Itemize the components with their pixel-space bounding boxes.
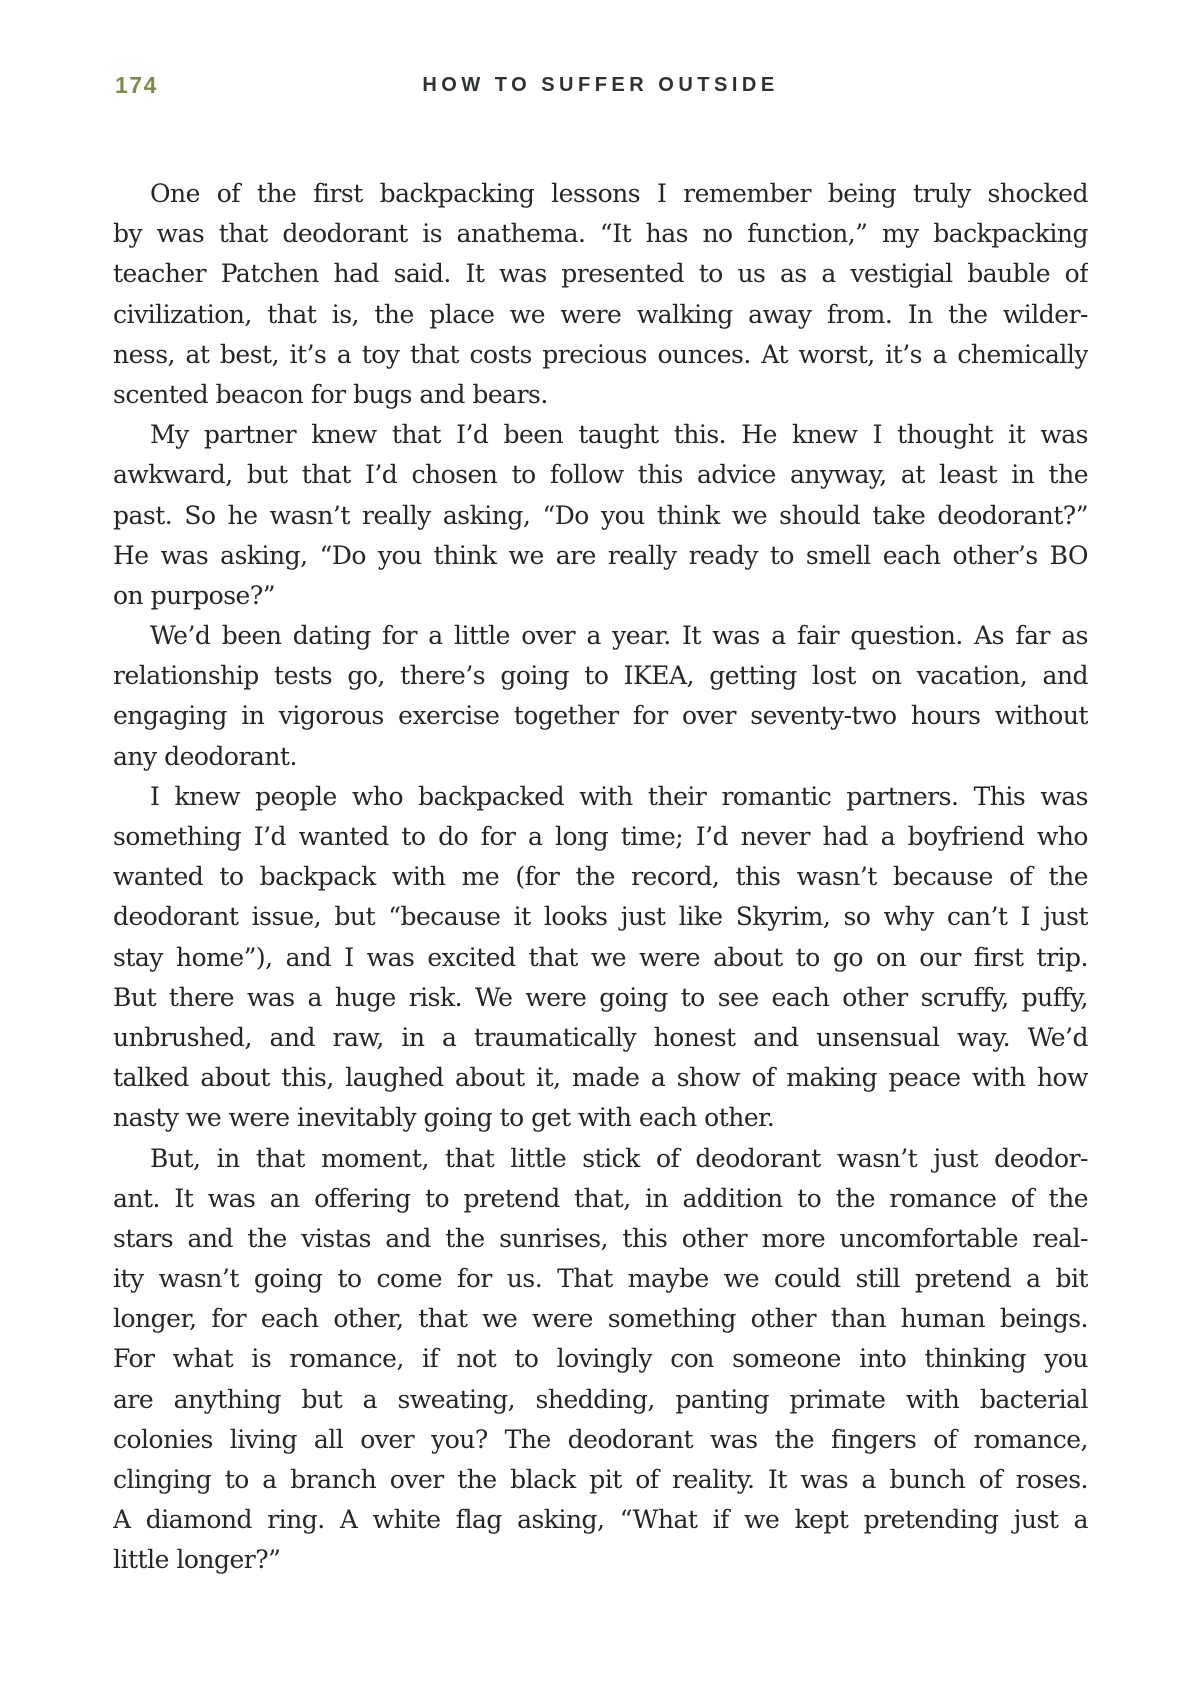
text-line: wanted to backpack with me (for the record, this wasn’t because of the [113,862,1088,892]
text-line: But, in that moment, that little stick of deodorant wasn’t just deodor- [150,1143,1088,1173]
text-line: civilization, that is, the place we were walking away from. In the wilder- [113,299,1088,329]
text-line: awkward, but that I’d chosen to follow this advice anyway, at least in the [113,460,1088,490]
paragraph [113,174,1088,415]
text-line: But there was a huge risk. We were going to see each other scruffy, puffy, [113,982,1088,1012]
text-line: engaging in vigorous exercise together for over seventy-two hours without [113,701,1088,731]
text-line: A diamond ring. A white flag asking, “What if we kept pretending just a [113,1505,1088,1535]
text-line: unbrushed, and raw, in a traumatically honest and unsensual way. We’d [113,1022,1088,1052]
text-line: on purpose?” [113,580,276,610]
text-line: For what is romance, if not to lovingly con someone into thinking you [113,1344,1088,1374]
text-line: any deodorant. [113,741,297,771]
text-line: clinging to a branch over the black pit of reality. It was a bunch of roses. [113,1465,1088,1494]
text-line: teacher Patchen had said. It was presented to us as a vestigial bauble of [113,259,1088,289]
text-line: are anything but a sweating, shedding, panting primate with bacterial [113,1384,1088,1414]
text-line: by was that deodorant is anathema. “It has no function,” my backpacking [113,219,1088,249]
paragraph [113,1139,1088,1581]
text-line: nasty we were inevitably going to get with each other. [113,1103,775,1133]
text-line: One of the first backpacking lessons I remember being truly shocked [150,179,1088,208]
paragraph [113,616,1088,777]
text-line: deodorant issue, but “because it looks just like Skyrim, so why can’t I just [113,902,1088,932]
page-header [113,70,1088,104]
text-line: stay home”), and I was excited that we were about to go on our first trip. [113,942,1088,972]
paragraph [113,415,1088,616]
text-line: I knew people who backpacked with their romantic partners. This was [150,781,1088,811]
paragraph [113,777,1088,1139]
text-line: something I’d wanted to do for a long time; I’d never had a boyfriend who [113,822,1088,851]
text-line: relationship tests go, there’s going to IKEA, getting lost on vacation, and [113,661,1088,691]
text-line: talked about this, laughed about it, made a show of making peace with how [113,1063,1088,1093]
text-line: ity wasn’t going to come for us. That maybe we could still pretend a bit [113,1264,1088,1294]
text-line: My partner knew that I’d been taught this. He knew I thought it was [150,420,1088,450]
page-number: 174 [115,72,158,98]
text-line: He was asking, “Do you think we are really ready to smell each other’s BO [113,540,1088,570]
text-line: We’d been dating for a little over a year. It was a fair question. As far as [150,621,1088,651]
body-text [113,174,1088,1581]
text-line: scented beacon for bugs and bears. [113,379,548,409]
text-line: ness, at best, it’s a toy that costs precious ounces. At worst, it’s a chemically [113,339,1088,369]
text-line: ant. It was an offering to pretend that, in addition to the romance of the [113,1183,1088,1213]
text-line: colonies living all over you? The deodorant was the fingers of romance, [113,1424,1088,1454]
text-line: past. So he wasn’t really asking, “Do you think we should take deodorant?” [113,500,1088,530]
running-head: HOW TO SUFFER OUTSIDE [422,74,779,96]
text-line: stars and the vistas and the sunrises, this other more uncomfortable real- [113,1223,1088,1253]
text-line: little longer?” [113,1545,281,1575]
text-line: longer, for each other, that we were something other than human beings. [113,1304,1088,1334]
